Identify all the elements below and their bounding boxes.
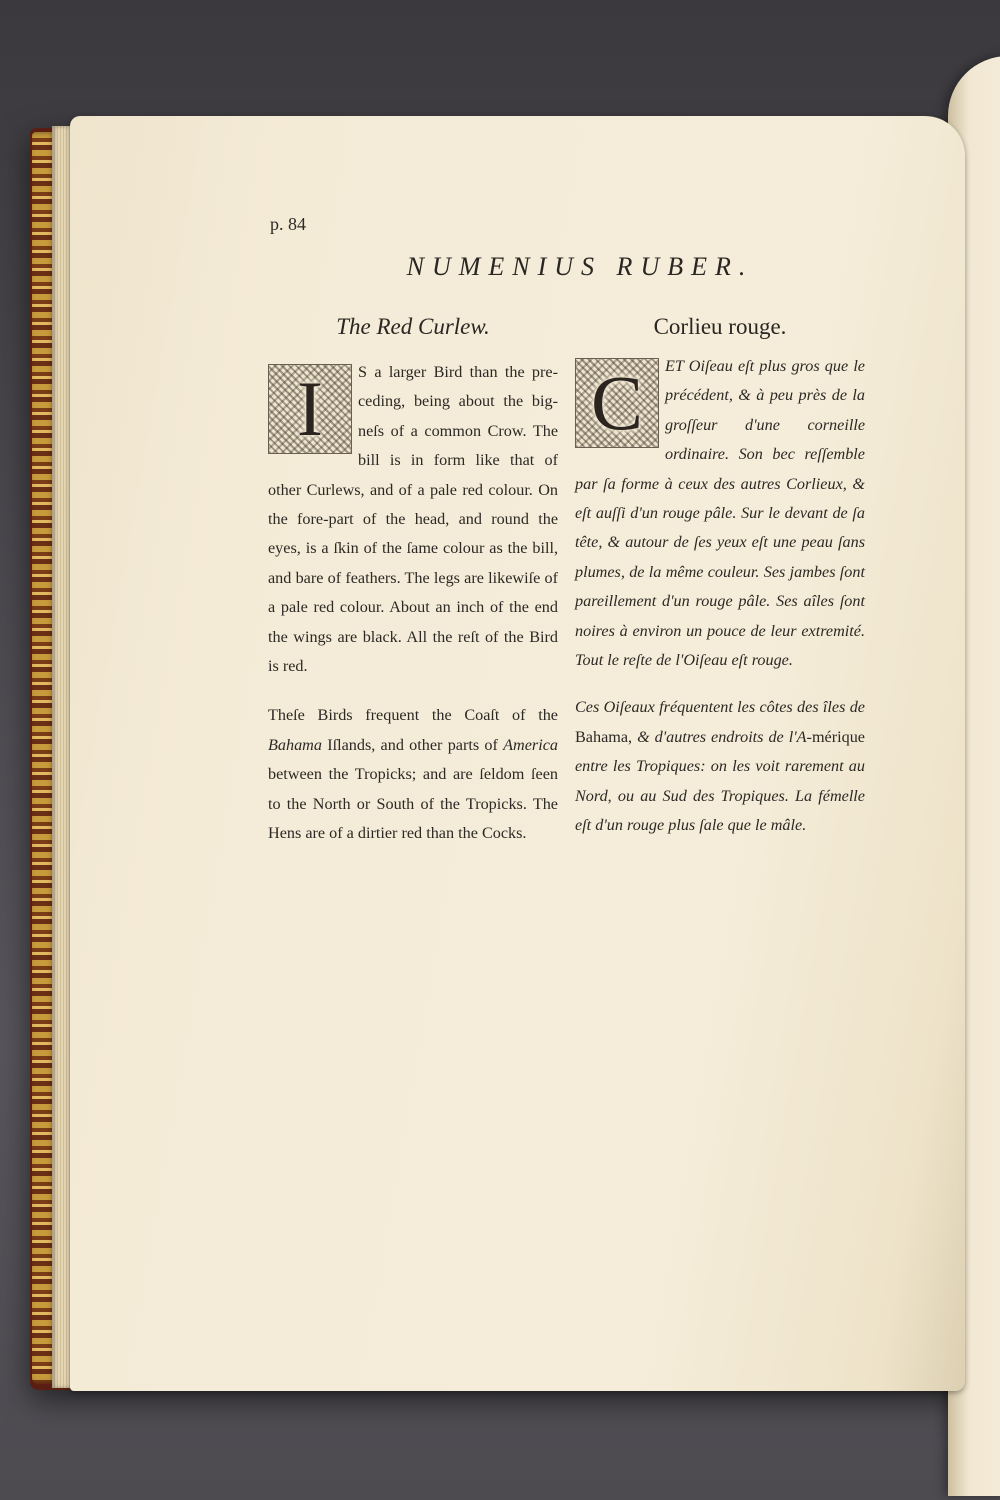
english-column: [268, 358, 558, 849]
english-heading: The Red Curlew.: [336, 314, 490, 339]
text-span: & d'autres endroits de l'A-: [632, 727, 812, 746]
roman-word: mérique: [811, 727, 865, 746]
text-span: entre les Tropiques: on les voit rarement au Nord, ou au Sud des Tropiques. La fémelle eſt d'un rouge plus ſale que le mâle.: [575, 757, 865, 835]
drop-cap-letter: I: [297, 365, 323, 452]
french-heading: Corlieu rouge.: [653, 314, 787, 339]
italic-place-name: America: [503, 735, 558, 754]
text-span: Theſe Birds frequent the Coaſt of the: [268, 706, 558, 725]
roman-place-name: Bahama,: [575, 727, 633, 746]
text-span: Ces Oiſeaux fréquentent les côtes des îles de: [575, 698, 865, 717]
french-paragraph-1: ET Oiſeau eſt plus gros que le précédent, & à peu près de la groſſeur d'une corneille ordinaire. Son bec reſſemble par ſa forme à ceux des autres Corlieux, & eſt auſſi d'un rouge pâle. Sur le devant de ſa tête, & autour de ſes yeux eſt une peau ſans plumes, de la même couleur. Ses jambes ſont pareillement d'un rouge pâle. Ses aîles ſont noires à environ un pouce de leur extremité. Tout le reſte de l'Oiſeau eſt rouge.: [575, 357, 865, 670]
english-paragraph-2: [268, 701, 558, 848]
english-paragraph-1: S a larger Bird than the pre-ceding, being about the big-neſs of a common Crow. The bill is in form like that of other Curlews, and of a pale red colour. On the fore-part of the head, and round the eyes, is a ſkin of the ſame colour as the bill, and bare of feathers. The legs are likewiſe of a pale red colour. About an inch of the end the wings are black. All the reſt of the Bird is red.: [268, 363, 558, 676]
decorated-initial-i: [268, 364, 352, 454]
text-span: between the Tropicks; and are ſeldom ſeen to the North or South of the Tropicks. The Hens are of a dirtier red than the Cocks.: [268, 765, 558, 843]
page-title: NUMENIUS RUBER.: [406, 252, 754, 281]
text-span: Iſlands, and other parts of: [321, 735, 504, 754]
decorated-initial-c: [575, 358, 659, 448]
italic-place-name: Bahama: [268, 735, 322, 754]
french-column: [575, 352, 865, 841]
page-number: p. 84: [270, 214, 306, 234]
french-paragraph-2: [575, 693, 865, 840]
drop-cap-letter: C: [590, 359, 644, 446]
